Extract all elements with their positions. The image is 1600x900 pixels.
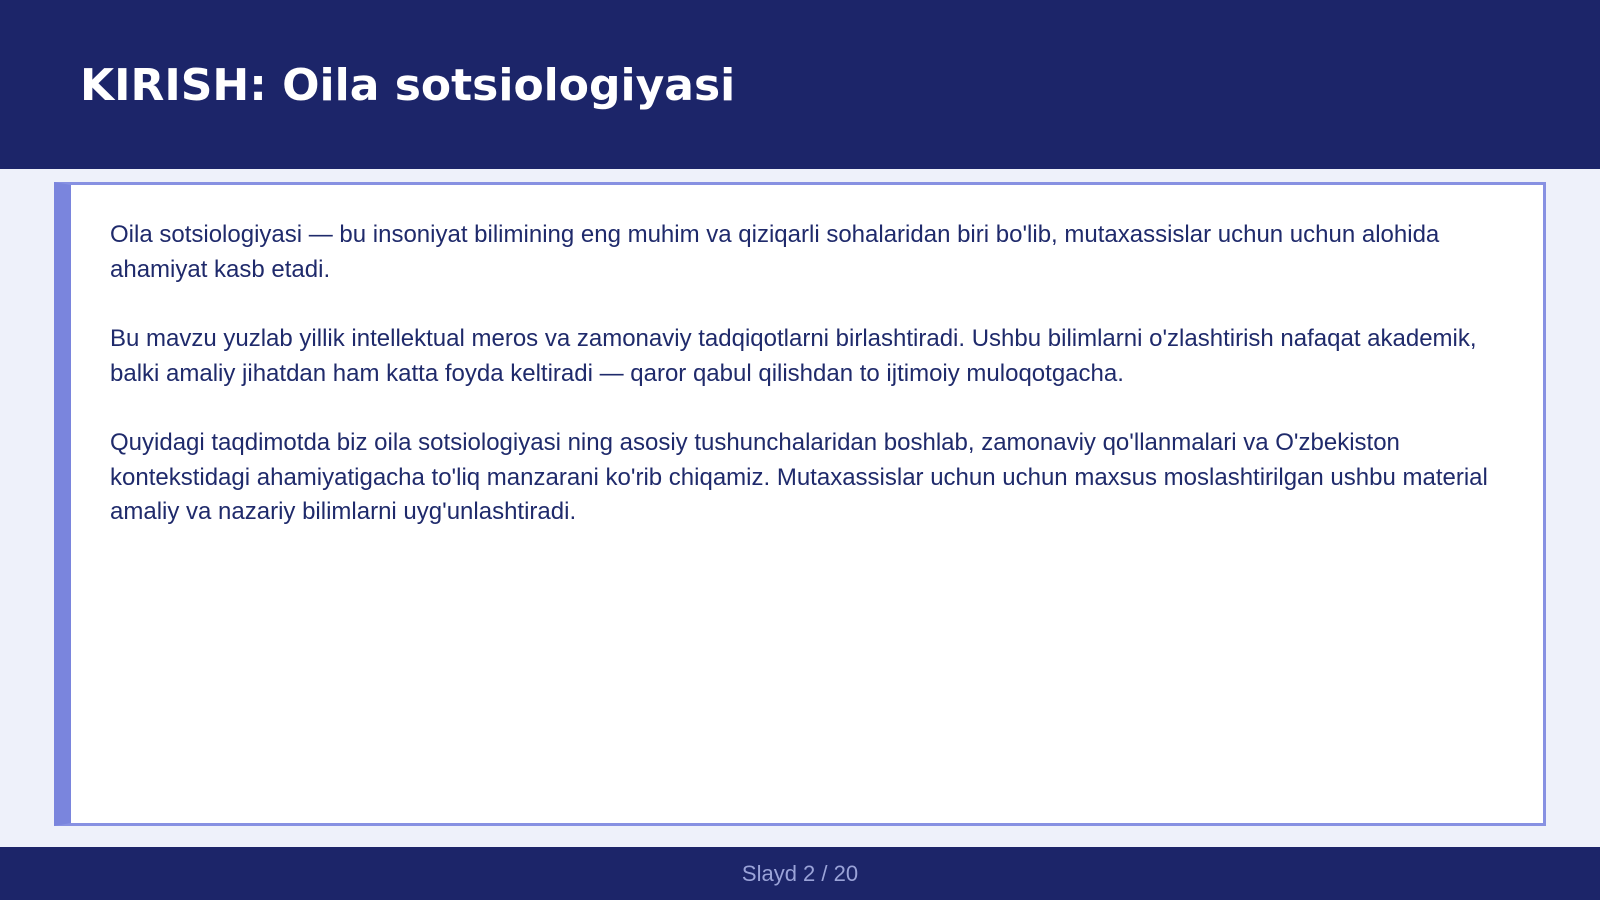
paragraph-list	[110, 218, 1510, 565]
slide-header	[0, 0, 1600, 169]
paragraph: Oila sotsiologiyasi — bu insoniyat bilimining eng muhim va qiziqarli sohalaridan biri bo'lib, mutaxassislar uchun uchun alohida ahamiyat kasb etadi.	[110, 221, 1440, 283]
slide-footer	[0, 847, 1600, 900]
content-box	[54, 182, 1546, 826]
slide-title: KIRISH: Oila sotsiologiyasi	[80, 60, 736, 111]
paragraph: Quyidagi taqdimotda biz oila sotsiologiyasi ning asosiy tushunchalaridan boshlab, zamonaviy qo'llanmalari va O'zbekiston kontekstidagi ahamiyatigacha to'liq manzarani ko'rib chiqamiz. Mutaxassislar uchun uchun maxsus moslashtirilgan ushbu material amaliy va nazariy bilimlarni uyg'unlashtiradi.	[110, 429, 1488, 525]
slide-number: Slayd 2 / 20	[741, 861, 859, 886]
paragraph: Bu mavzu yuzlab yillik intellektual meros va zamonaviy tadqiqotlarni birlashtiradi. Ushbu bilimlarni o'zlashtirish nafaqat akademik, balki amaliy jihatdan ham katta foyda keltiradi — qaror qabul qilishdan to ijtimoiy muloqotgacha.	[110, 325, 1477, 387]
